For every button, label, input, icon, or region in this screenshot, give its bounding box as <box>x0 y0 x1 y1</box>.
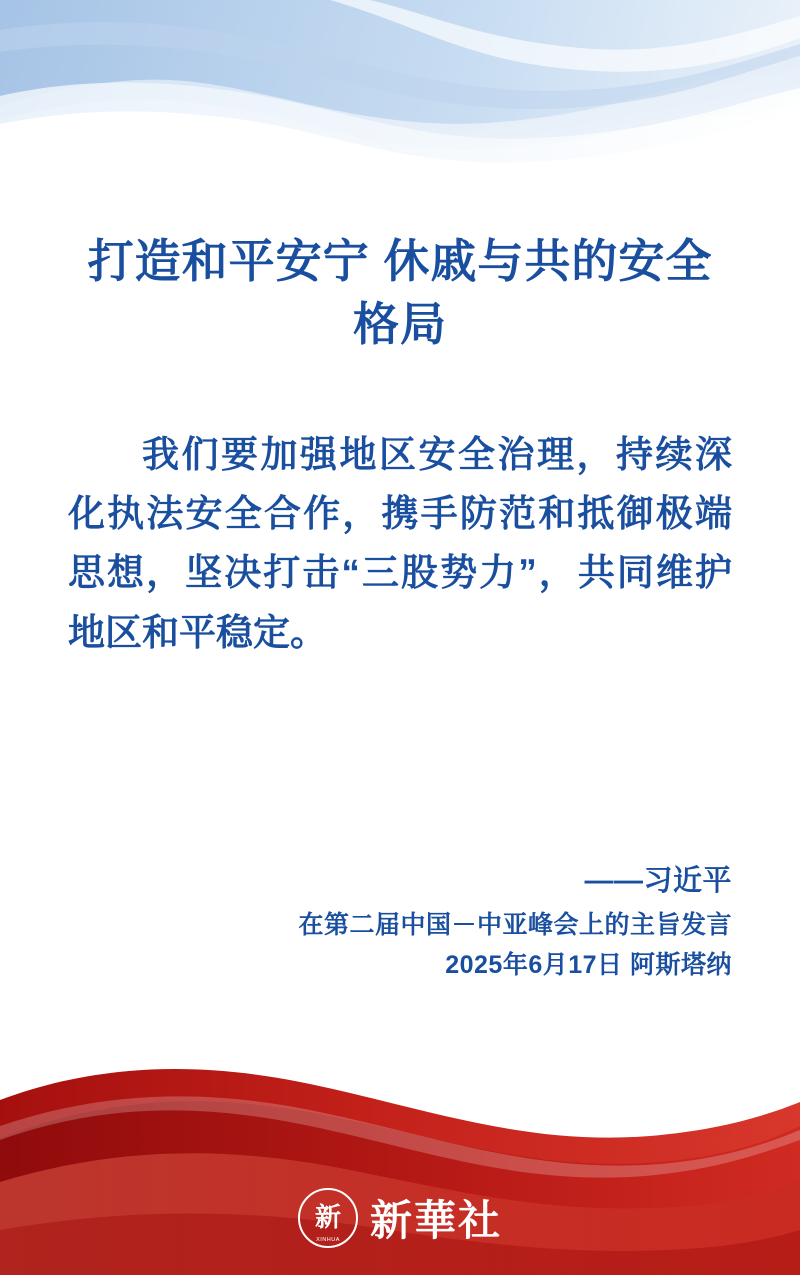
xinhua-logo <box>0 1183 800 1253</box>
logo-mark-glyph: 新 <box>314 1203 341 1233</box>
poster-content <box>0 200 800 1030</box>
quote-body: 我们要加强地区安全治理，持续深化执法安全合作，携手防范和抵御极端思想，坚决打击“三股势力”，共同维护地区和平稳定。 <box>68 433 732 653</box>
attribution-block <box>298 860 732 984</box>
logo-ring-text: XINHUA <box>316 1237 340 1243</box>
attribution-occasion: 在第二届中国－中亚峰会上的主旨发言 <box>298 911 732 940</box>
top-wave-decoration <box>0 0 800 200</box>
page-title: 打造和平安宁 休戚与共的安全格局 <box>87 235 713 351</box>
attribution-author: ——习近平 <box>584 865 732 897</box>
logo-wordmark: 新華社 <box>369 1199 502 1245</box>
xinhua-logo-icon <box>298 1188 358 1248</box>
attribution-date-place: 2025年6月17日 阿斯塔纳 <box>445 950 732 979</box>
